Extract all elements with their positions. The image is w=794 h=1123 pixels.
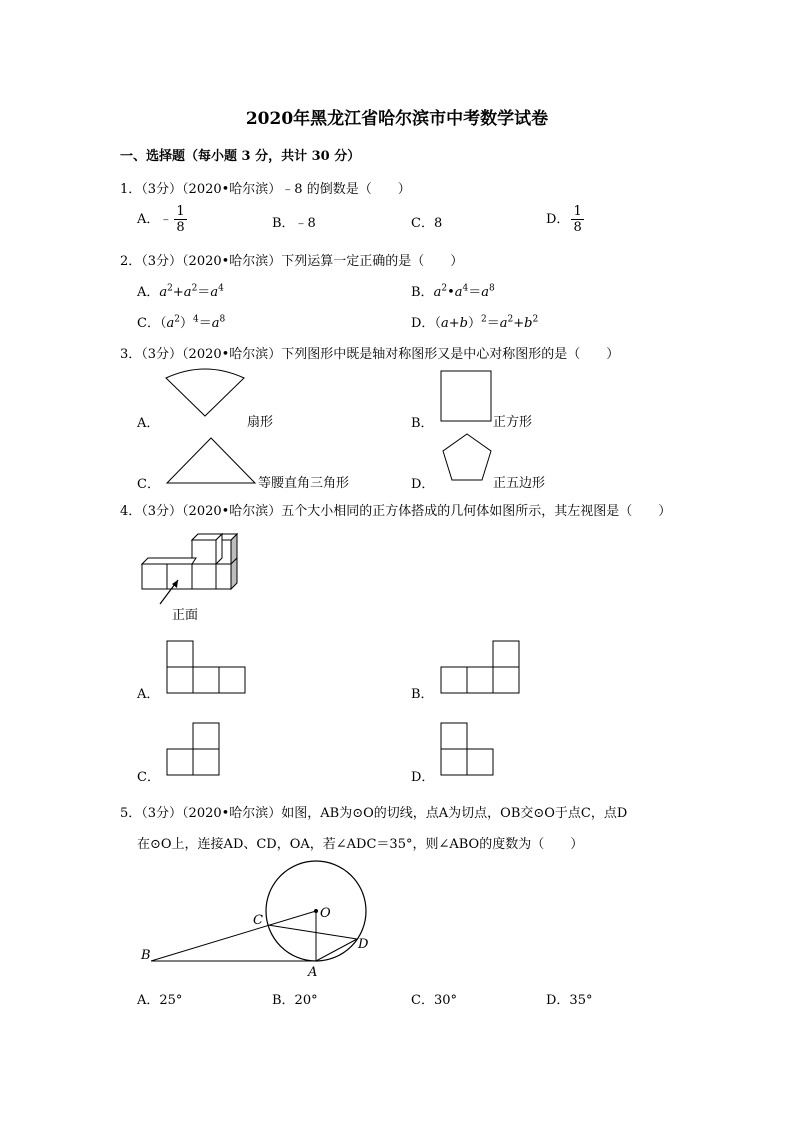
question-4-option-c-label: C． — [137, 770, 160, 785]
front-view-label: 正面 — [172, 608, 199, 623]
option-label: A． — [137, 212, 160, 227]
question-5-option-d: D．35° — [546, 993, 593, 1008]
question-4-stem: 4．（3分）（2020•哈尔滨）五个大小相同的正方体搭成的几何体如图所示，其左视图是（ ） — [120, 504, 672, 519]
question-5-stem-line-2: 在⊙O上，连接AD、CD，OA，若∠ADC＝35°，则∠ABO的度数为（ ） — [137, 837, 584, 852]
option-label: A． — [137, 285, 160, 300]
question-3-option-c-label: C． — [137, 477, 160, 492]
question-5-stem-line-1: 5．（3分）（2020•哈尔滨）如图，AB为⊙O的切线，点A为切点，OB交⊙O于点C，点D — [120, 806, 628, 821]
fraction-denominator: 8 — [573, 220, 582, 235]
option-label: D． — [411, 316, 435, 331]
question-2-option-b: B．$a^2•a^4=a^8$ — [411, 283, 495, 300]
question-3-option-c-shape: 等腰直角三角形 — [258, 476, 350, 491]
fraction-denominator: 8 — [176, 220, 185, 235]
point-label-d: D — [358, 937, 369, 952]
question-1-option-c: C．8 — [411, 216, 443, 231]
question-3-option-d-label: D． — [411, 477, 435, 492]
question-1-option-b: B．﹣8 — [272, 216, 316, 231]
question-2-option-a: A．$a^2+a^2=a^4$ — [137, 283, 224, 300]
point-label-o: O — [320, 906, 331, 921]
question-5-option-c: C．30° — [411, 993, 457, 1008]
question-3-option-d-shape: 正五边形 — [493, 476, 546, 491]
point-label-a: A — [308, 965, 318, 980]
question-3-option-a-label: A． — [137, 416, 160, 431]
question-1-stem: 1．（3分）（2020•哈尔滨）﹣8 的倒数是（ ） — [120, 182, 411, 197]
fraction-numerator: 1 — [176, 204, 185, 219]
question-5-option-b: B．20° — [272, 993, 318, 1008]
question-4-option-b-label: B． — [411, 687, 434, 702]
page-title: 2020年黑龙江省哈尔滨市中考数学试卷 — [245, 109, 549, 129]
point-label-b: B — [141, 948, 151, 963]
question-4-option-d-label: D． — [411, 770, 435, 785]
fraction-numerator: 1 — [573, 204, 582, 219]
question-3-stem: 3．（3分）（2020•哈尔滨）下列图形中既是轴对称图形又是中心对称图形的是（ ） — [120, 347, 620, 362]
option-label: B． — [411, 285, 434, 300]
option-label: D． — [546, 212, 570, 227]
question-3-option-a-shape: 扇形 — [247, 415, 274, 430]
question-2-option-d: D．$(a+b)^2=a^2+b^2$ — [411, 314, 539, 331]
question-2-stem: 2．（3分）（2020•哈尔滨）下列运算一定正确的是（ ） — [120, 254, 464, 269]
option-label: C． — [137, 316, 160, 331]
question-4-option-a-label: A． — [137, 687, 160, 702]
question-3-option-b-label: B． — [411, 416, 434, 431]
minus-sign: ﹣ — [159, 212, 173, 227]
question-2-option-c: C．$(a^2)^4=a^8$ — [137, 314, 226, 331]
point-label-c: C — [253, 913, 263, 928]
question-5-option-a: A．25° — [137, 993, 183, 1008]
section-heading: 一、选择题（每小题 3 分，共计 30 分） — [120, 149, 361, 164]
question-3-option-b-shape: 正方形 — [493, 415, 533, 430]
